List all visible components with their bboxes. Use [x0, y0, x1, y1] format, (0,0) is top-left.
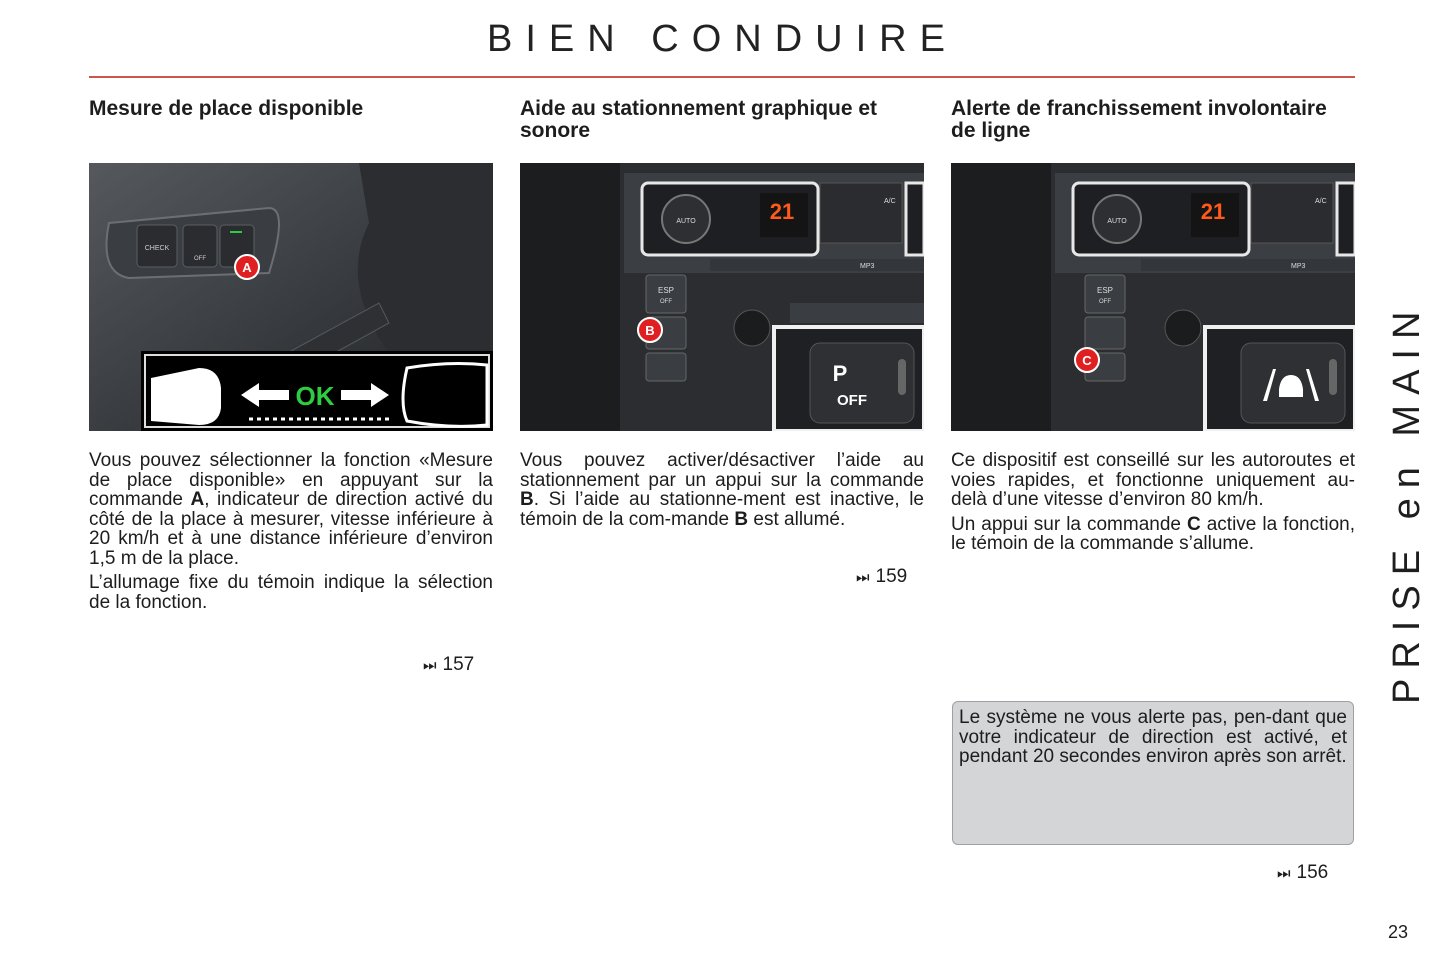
svg-text:OFF: OFF: [1099, 299, 1111, 305]
paragraph: Ce dispositif est conseillé sur les autoroutes et voies rapides, et fonctionne uniquement au-delà d’une vitesse d’environ 80 km/h.: [951, 450, 1355, 510]
page-reference[interactable]: ⏭ 157: [423, 654, 475, 675]
svg-text:AUTO: AUTO: [676, 218, 696, 225]
temperature-display: 21: [1200, 199, 1226, 224]
svg-text:OFF: OFF: [837, 392, 867, 409]
page-title: BIEN CONDUIRE: [487, 18, 958, 60]
temperature-display: 21: [769, 199, 795, 224]
marker-c: C: [1082, 353, 1092, 368]
svg-text:OFF: OFF: [660, 299, 672, 305]
svg-text:ESP: ESP: [657, 286, 675, 295]
section-body: [520, 451, 924, 534]
svg-text:A/C: A/C: [1315, 198, 1327, 205]
photo-dashboard-buttons-a: [89, 163, 493, 431]
skip-forward-icon: ⏭: [856, 569, 870, 586]
section-title: Mesure de place disponible: [89, 97, 364, 120]
svg-text:AUTO: AUTO: [1107, 218, 1127, 225]
photo-center-console-b: [520, 163, 924, 431]
svg-text:P: P: [832, 361, 848, 386]
section-title: Alerte de franchissement involontaire de ligne: [951, 97, 1327, 142]
paragraph: Un appui sur la commande C active la fonction, le témoin de la commande s’allume.: [951, 513, 1355, 554]
skip-forward-icon: ⏭: [423, 657, 437, 674]
section-mesure-place: [89, 97, 493, 675]
section-title: Aide au stationnement graphique et sonore: [520, 97, 878, 142]
chapter-side-title: PRISE en MAIN: [1386, 301, 1428, 704]
marker-a: A: [242, 260, 252, 275]
off-label: OFF: [194, 256, 206, 262]
section-body: [89, 451, 493, 617]
paragraph: Vous pouvez activer/désactiver l’aide au stationnement par un appui sur la commande B. Si l’aide au stationne-ment est inactive, le témoin de la com-mande B est allumé.: [520, 450, 924, 530]
page-number: 23: [1388, 922, 1409, 942]
photo-center-console-c: [951, 163, 1355, 431]
section-body: [951, 451, 1355, 559]
check-label: CHECK: [144, 245, 170, 252]
section-aide-stationnement: [520, 97, 924, 587]
svg-text:A/C: A/C: [884, 198, 896, 205]
svg-text:ESP: ESP: [1096, 286, 1114, 295]
paragraph: L’allumage fixe du témoin indique la sélection de la fonction.: [89, 572, 493, 613]
header-rule: [89, 76, 1355, 78]
ok-indicator: OK: [295, 381, 335, 411]
marker-b: B: [645, 323, 655, 338]
info-note: Le système ne vous alerte pas, pen-dant que votre indicateur de direction est activé, et pendant 20 secondes environ après son arrêt.: [952, 701, 1354, 845]
svg-text:MP3: MP3: [860, 263, 875, 270]
skip-forward-icon: ⏭: [1277, 865, 1291, 882]
paragraph: Vous pouvez sélectionner la fonction «Mesure de place disponible» en appuyant sur la commande A, indicateur de direction activé du côté de la place à mesurer, vitesse inférieure à 20 km/h et à une distance inférieure d’environ 1,5 m de la place.: [89, 450, 493, 569]
page-reference[interactable]: ⏭ 159: [856, 566, 908, 587]
svg-text:MP3: MP3: [1291, 263, 1306, 270]
page-reference[interactable]: ⏭ 156: [1277, 862, 1329, 883]
